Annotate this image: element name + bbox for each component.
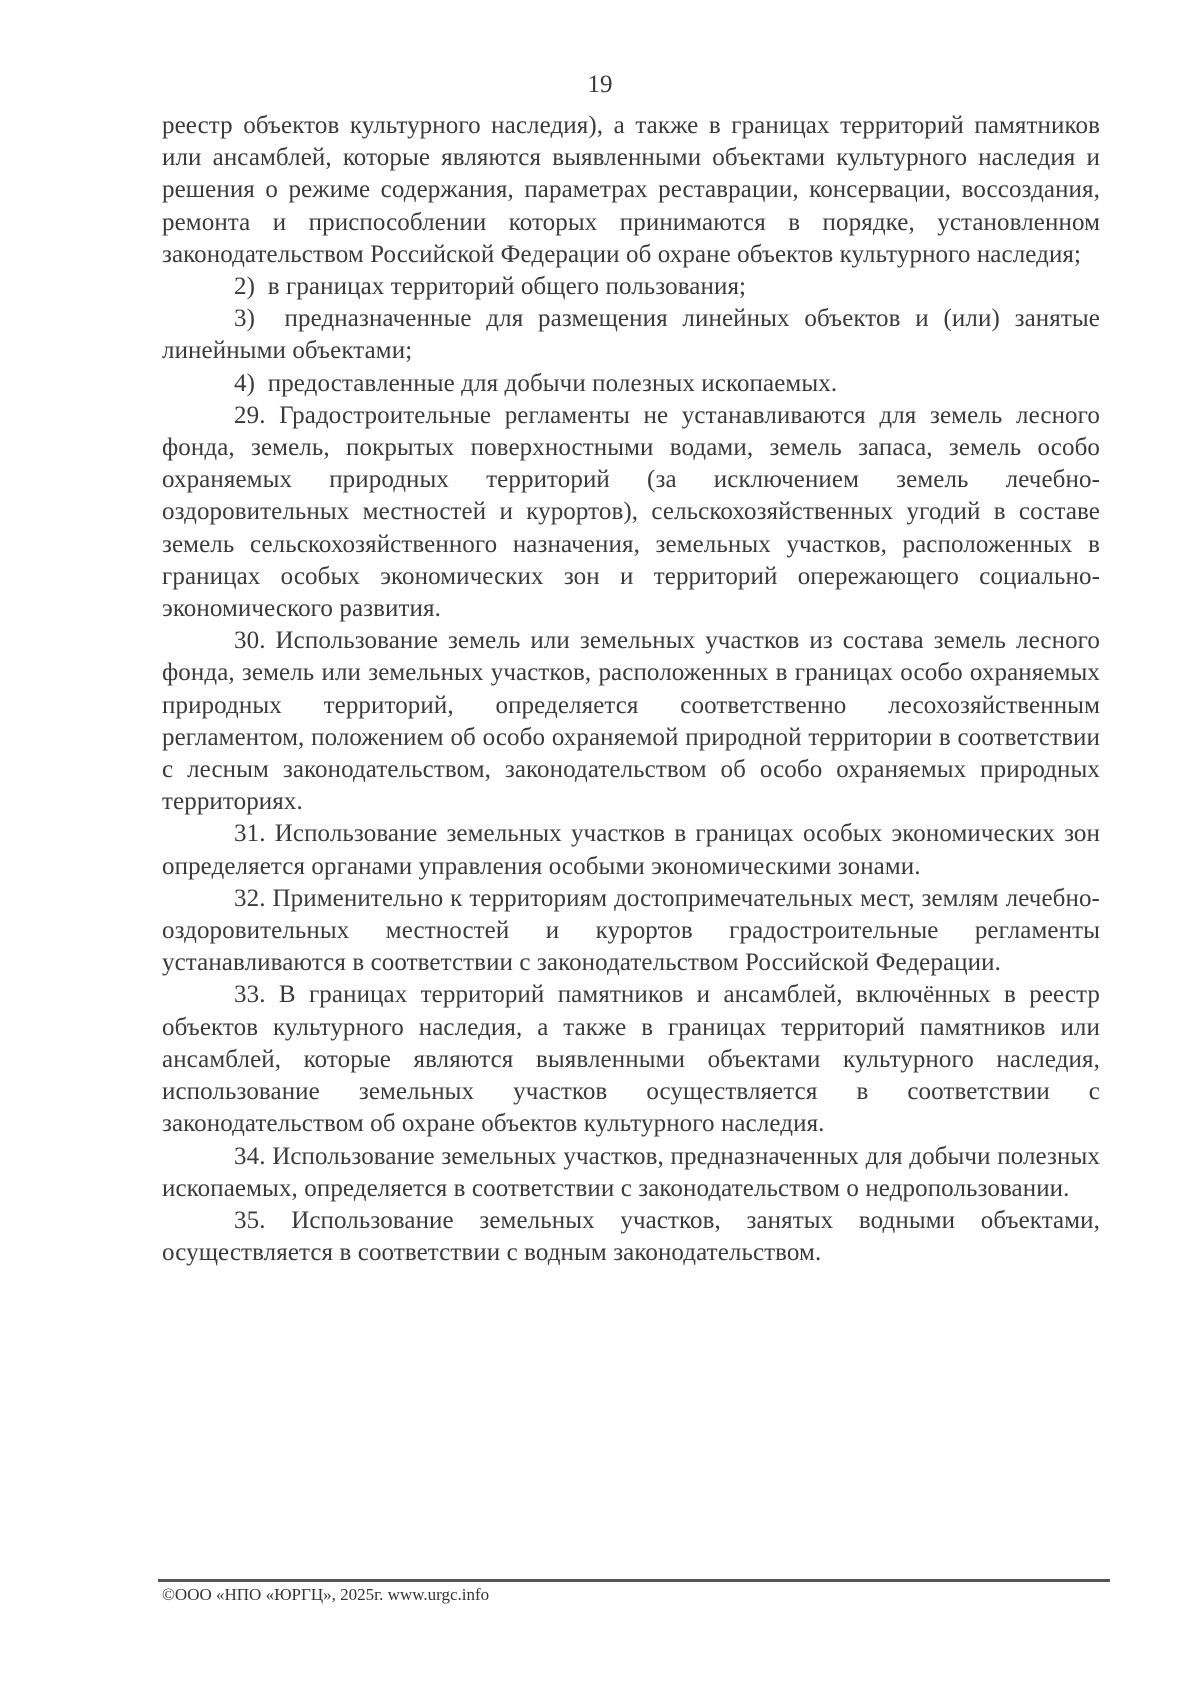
clause-34: 34. Использование земельных участков, предназначенных для добычи полезных ископаемых, определяется в соответствии с законодательством о недропользовании.	[162, 1142, 1100, 1202]
document-body	[162, 110, 1100, 1269]
clause-35: 35. Использование земельных участков, занятых водными объектами, осуществляется в соответствии с водным законодательством.	[162, 1206, 1100, 1267]
clause-29: 29. Градостроительные регламенты не устанавливаются для земель лесного фонда, земель, покрытых поверхностными водами, земель запаса, земель особо охраняемых природных территорий (за исключением земель лечебно-оздоровительных местностей и курортов), сельскохозяйственных угодий в составе земель сельскохозяйственного назначения, земельных участков, расположенных в границах особых экономических зон и территорий опережающего социально-экономического развития.	[162, 401, 1100, 623]
list-item-4: 4) предоставленные для добычи полезных ископаемых.	[234, 369, 838, 397]
clause-31: 31. Использование земельных участков в границах особых экономических зон определяется органами управления особыми экономическими зонами.	[162, 820, 1100, 880]
footer-divider	[158, 1579, 1110, 1582]
list-item-3: 3) предназначенные для размещения линейных объектов и (или) занятые линейными объектами;	[162, 305, 1100, 365]
paragraph-continuation: реестр объектов культурного наследия), а также в границах территорий памятников или ансамблей, которые являются выявленными объектами культурного наследия и решения о режиме содержания, параметрах реставрации, консервации, воссоздания, ремонта и приспособлении которых принимаются в порядке, установленном законодательством Российской Федерации об охране объектов культурного наследия;	[162, 112, 1100, 268]
footer-copyright: ©ООО «НПО «ЮРГЦ», 2025г. www.urgc.info	[162, 1585, 490, 1604]
page-number: 19	[587, 71, 613, 98]
clause-33: 33. В границах территорий памятников и ансамблей, включённых в реестр объектов культурного наследия, а также в границах территорий памятников или ансамблей, которые являются выявленными объектами культурного наследия, использование земельных участков осуществляется в соответствии с законодательством об охране объектов культурного наследия.	[162, 981, 1100, 1138]
clause-32: 32. Применительно к территориям достопримечательных мест, землям лечебно-оздоровительных местностей и курортов градостроительные регламенты устанавливаются в соответствии с законодательством Российской Федерации.	[162, 884, 1100, 977]
clause-30: 30. Использование земель или земельных участков из состава земель лесного фонда, земель или земельных участков, расположенных в границах особо охраняемых природных территорий, определяется соответственно лесохозяйственным регламентом, положением об особо охраняемой природной территории в соответствии с лесным законодательством, законодательством об особо охраняемых природных территориях.	[162, 627, 1100, 816]
list-item-2: 2) в границах территорий общего пользования;	[234, 273, 747, 301]
